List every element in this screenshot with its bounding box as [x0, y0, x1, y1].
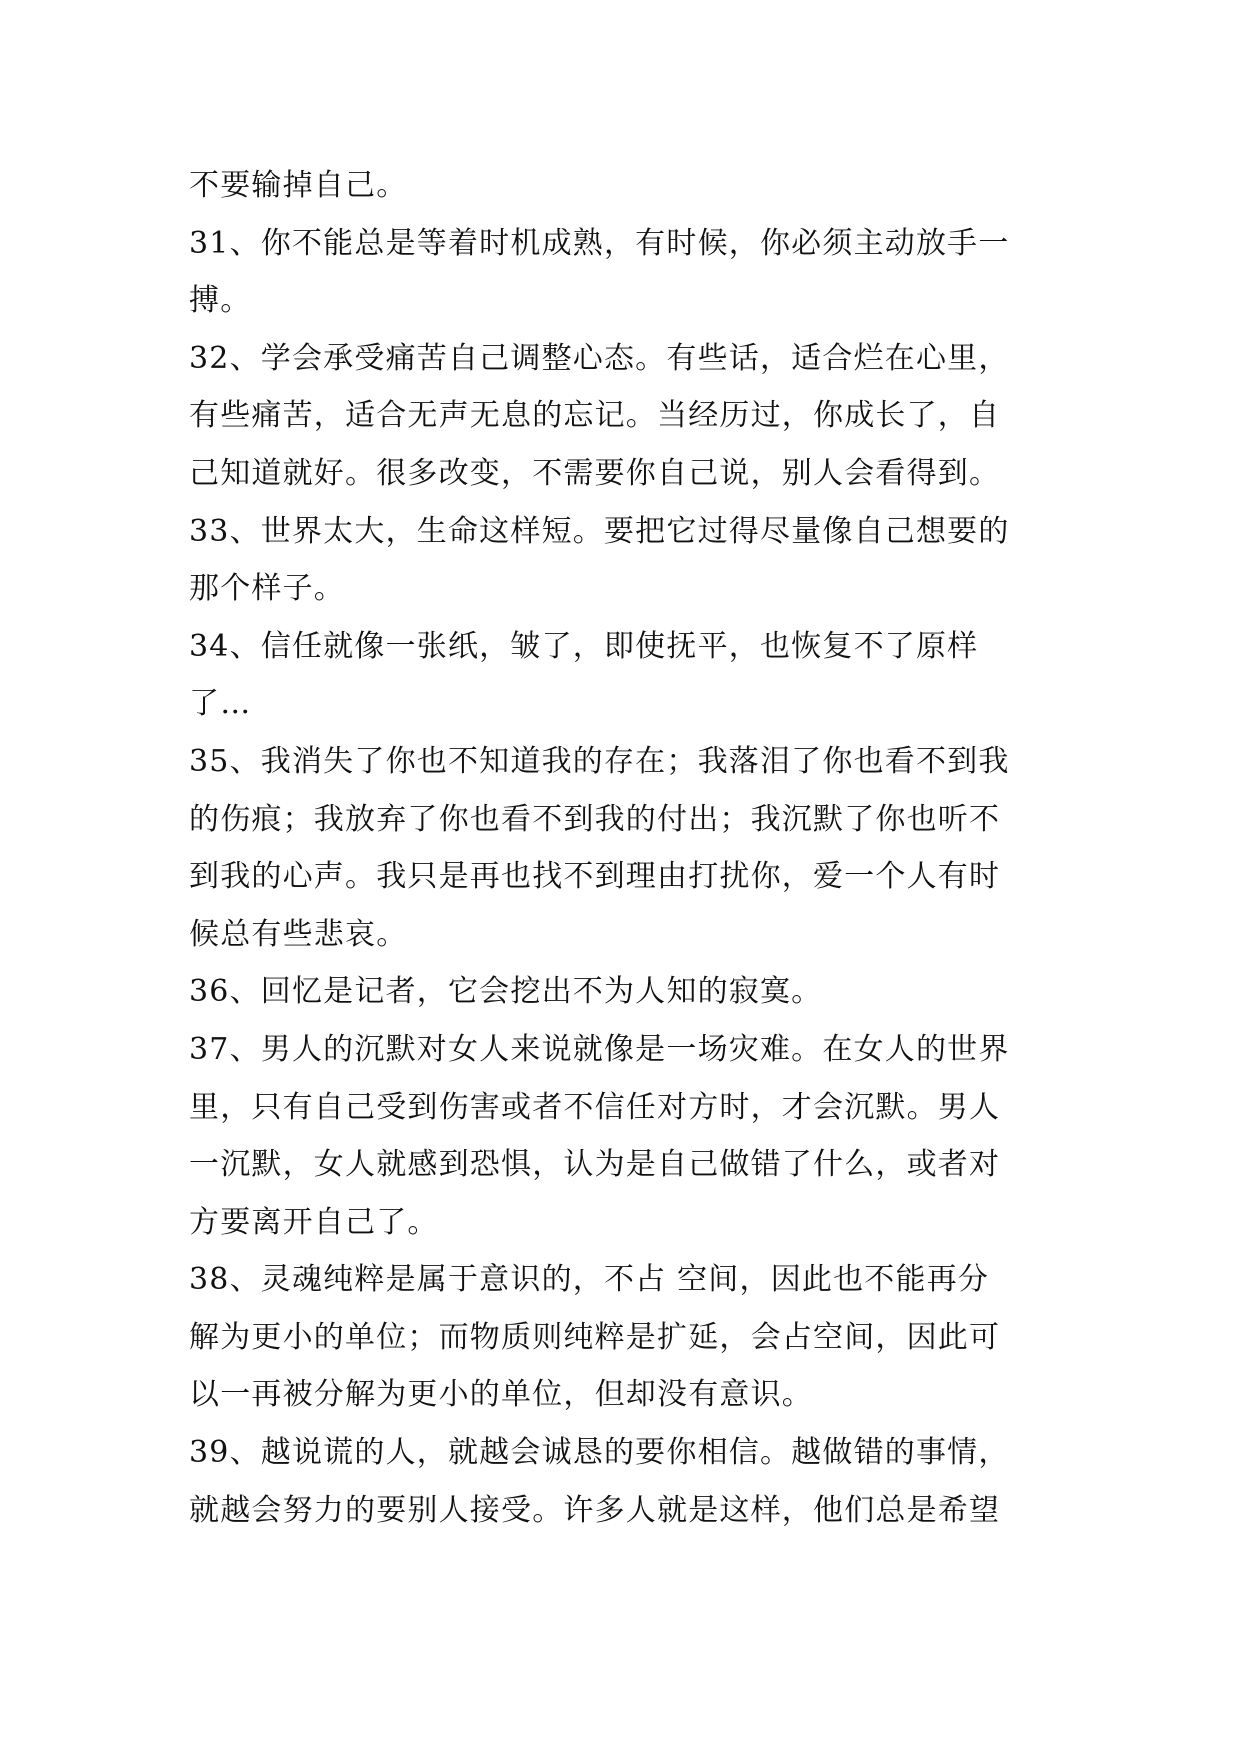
text-line: 31、你不能总是等着时机成熟，有时候，你必须主动放手一 [189, 225, 1010, 261]
text-line: 了… [189, 686, 252, 722]
text-line: 己知道就好。很多改变，不需要你自己说，别人会看得到。 [189, 455, 1001, 491]
text-line: 到我的心声。我只是再也找不到理由打扰你，爱一个人有时 [189, 859, 1001, 895]
text-line: 36、回忆是记者，它会挖出不为人知的寂寞。 [189, 974, 823, 1010]
text-line: 候总有些悲哀。 [189, 916, 408, 952]
text-line: 32、学会承受痛苦自己调整心态。有些话，适合烂在心里， [189, 340, 1010, 376]
text-line: 解为更小的单位；而物质则纯粹是扩延，会占空间，因此可 [189, 1319, 1001, 1355]
text-line: 不要输掉自己。 [189, 168, 408, 203]
text-line: 就越会努力的要别人接受。许多人就是这样，他们总是希望 [189, 1492, 1001, 1528]
text-line: 33、世界太大，生命这样短。要把它过得尽量像自己想要的 [189, 513, 1010, 549]
text-line: 搏。 [189, 283, 252, 319]
text-line: 的伤痕；我放弃了你也看不到我的付出；我沉默了你也听不 [189, 801, 1001, 837]
document-body [189, 157, 1069, 1539]
text-line: 35、我消失了你也不知道我的存在；我落泪了你也看不到我 [189, 743, 1010, 779]
text-line: 方要离开自己了。 [189, 1204, 439, 1240]
text-line: 有些痛苦，适合无声无息的忘记。当经历过，你成长了，自 [189, 398, 1001, 434]
text-line: 以一再被分解为更小的单位，但却没有意识。 [189, 1377, 813, 1413]
text-line: 39、越说谎的人，就越会诚恳的要你相信。越做错的事情， [189, 1435, 1010, 1471]
text-line: 一沉默，女人就感到恐惧，认为是自己做错了什么，或者对 [189, 1147, 1001, 1183]
text-line: 里，只有自己受到伤害或者不信任对方时，才会沉默。男人 [189, 1089, 1001, 1125]
text-line: 37、男人的沉默对女人来说就像是一场灾难。在女人的世界 [189, 1031, 1010, 1067]
text-line: 那个样子。 [189, 571, 345, 607]
text-line: 34、信任就像一张纸，皱了，即使抚平，也恢复不了原样 [189, 628, 979, 664]
text-line: 38、灵魂纯粹是属于意识的，不占 空间，因此也不能再分 [189, 1262, 990, 1298]
